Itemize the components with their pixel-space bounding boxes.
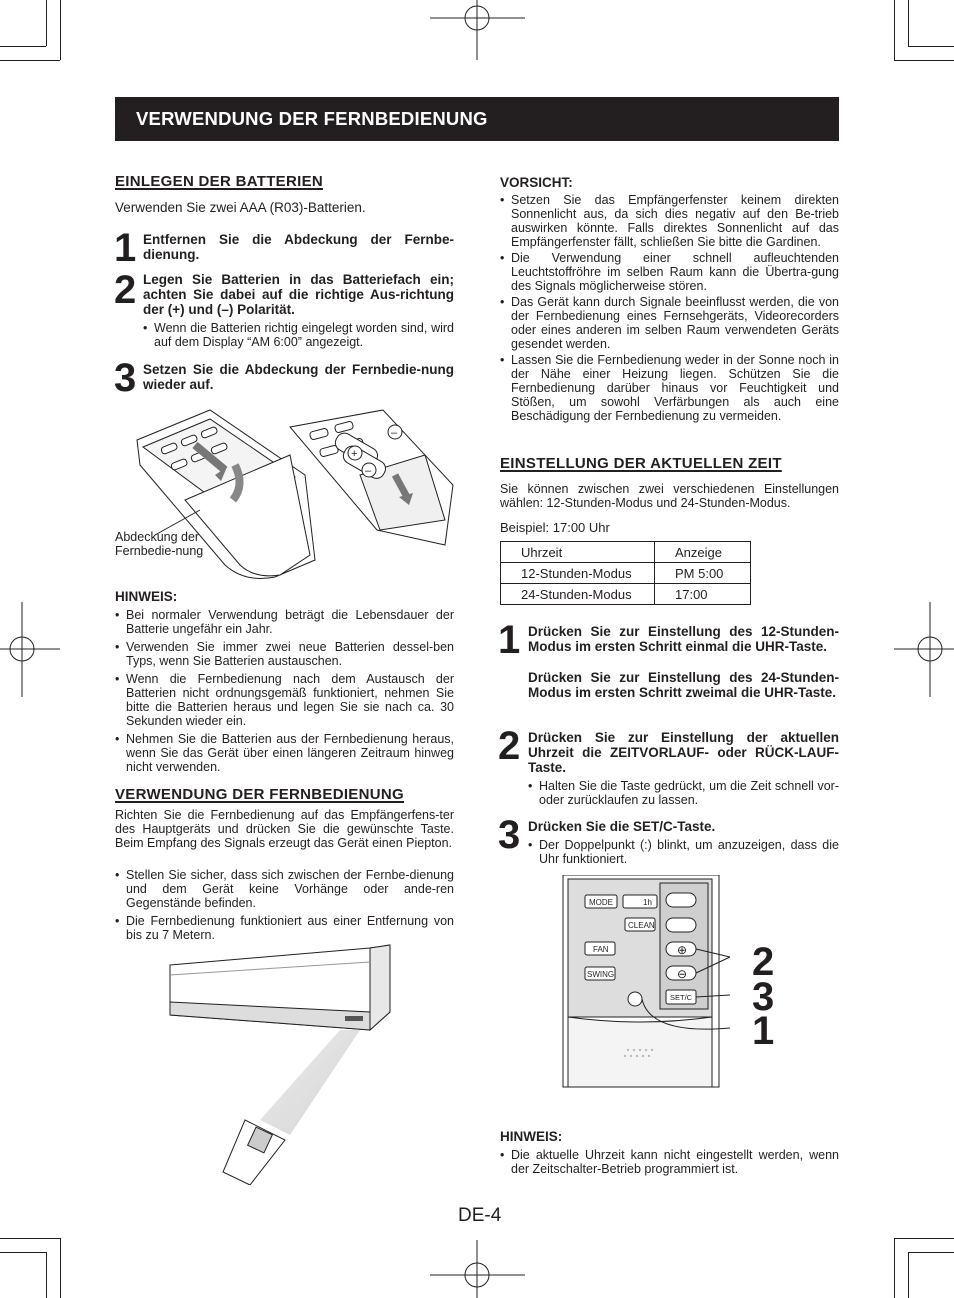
batteries-title: EINLEGEN DER BATTERIEN bbox=[115, 173, 324, 190]
clock-step-3-number: 3 bbox=[498, 813, 519, 857]
callout-2: 2 bbox=[752, 940, 773, 984]
clock-step-2-notes bbox=[528, 779, 839, 811]
table-header-cell: Anzeige bbox=[655, 542, 751, 563]
svg-text:+: + bbox=[351, 448, 358, 460]
clock-set-button[interactable] bbox=[628, 992, 642, 1006]
batteries-intro: Verwenden Sie zwei AAA (R03)-Batterien. bbox=[115, 200, 366, 215]
usage-list bbox=[115, 868, 454, 946]
battery-insertion-illustration bbox=[115, 405, 460, 585]
usage-item: • Stellen Sie sicher, dass sich zwischen der Fernbe-dienung und dem Gerät keine Vorhänge oder ande-ren Gegenstände befinden. bbox=[115, 868, 454, 910]
caution-title: VORSICHT: bbox=[500, 175, 573, 190]
table-cell: 24-Stunden-Modus bbox=[501, 584, 655, 605]
table-cell: PM 5:00 bbox=[655, 563, 751, 584]
table-cell: 12-Stunden-Modus bbox=[501, 563, 655, 584]
table-cell: 17:00 bbox=[655, 584, 751, 605]
clock-step-3-text: Drücken Sie die SET/C-Taste. bbox=[528, 819, 716, 834]
caution-item: • Setzen Sie das Empfängerfenster keinem direkten Sonnenlicht aus, da sich dies negativ auf den Be-trieb auswirken könnte. Falls direktes Sonnenlicht auf das Empfängerfenster fällt, schließen Sie bitte die Gardinen. bbox=[500, 193, 839, 249]
svg-text:–: – bbox=[365, 465, 372, 477]
registration-mark-top bbox=[430, 0, 525, 60]
timer-button-label: 1h bbox=[643, 898, 652, 907]
clock-step-3-note: • Der Doppelpunkt (:) blinkt, um anzuzeigen, dass die Uhr funktioniert. bbox=[528, 838, 839, 866]
battery-step-3-number: 3 bbox=[114, 356, 135, 400]
callout-3: 3 bbox=[752, 975, 773, 1019]
clock-step-1-text2: Drücken Sie zur Einstellung des 24-Stunden-Modus im ersten Schritt zweimal die UHR-Taste. bbox=[528, 670, 839, 700]
hinweis1-list bbox=[115, 608, 454, 778]
caution-item: • Lassen Sie die Fernbedienung weder in der Sonne noch in der Nähe einer Heizung liegen. Schützen Sie die Fernbedienung darüber hinaus vor Feuchtigkeit und Stößen, um sowohl Verfärbungen als auch eine Beschädigung der Fernbedienung zu vermeiden. bbox=[500, 353, 839, 423]
hinweis2-title: HINWEIS: bbox=[500, 1129, 563, 1144]
battery-step-1-number: 1 bbox=[114, 226, 135, 270]
caution-item: • Die Verwendung einer schnell aufleuchtenden Leuchtstoffröhre im selben Raum kann die Übertra-gung des Signals möglicherweise stören. bbox=[500, 251, 839, 293]
fan-button-label: FAN bbox=[593, 945, 609, 954]
hinweis2-item: • Die aktuelle Uhrzeit kann nicht eingestellt werden, wenn der Zeitschalter-Betrieb programmiert ist. bbox=[500, 1148, 839, 1176]
registration-mark-right bbox=[894, 602, 954, 697]
clock-button[interactable] bbox=[666, 893, 696, 907]
caution-item: • Das Gerät kann durch Signale beeinflusst werden, die von der Fernbedienung eines Fernsehgeräts, Videorecorders oder eines anderen im selben Raum verwendeten Geräts gesendet werden. bbox=[500, 295, 839, 351]
svg-text:–: – bbox=[391, 427, 398, 439]
hinweis1-item: • Verwenden Sie immer zwei neue Batterien dessel-ben Typs, wenn Sie Batterien austauschen. bbox=[115, 640, 454, 668]
battery-step-3-text: Setzen Sie die Abdeckung der Fernbedie-nung wieder auf. bbox=[143, 362, 454, 392]
swing-button-label: SWING bbox=[587, 970, 615, 979]
clock-step-2-note: • Halten Sie die Taste gedrückt, um die Zeit schnell vor- oder zurücklaufen zu lassen. bbox=[528, 779, 839, 807]
battery-step-2-note: • Wenn die Batterien richtig eingelegt worden sind, wird auf dem Display “AM 6:00” angezeigt. bbox=[143, 321, 454, 349]
set-c-button-label: SET/C bbox=[670, 993, 693, 1002]
clock-step-1-number: 1 bbox=[498, 618, 519, 662]
mode-button-label: MODE bbox=[589, 898, 613, 907]
table-header-row bbox=[501, 542, 751, 563]
section-header bbox=[115, 97, 839, 141]
hinweis1-item: • Nehmen Sie die Batterien aus der Fernbedienung heraus, wenn Sie das Gerät über einen längeren Zeitraum hinweg nicht verwenden. bbox=[115, 732, 454, 774]
battery-step-1-text: Entfernen Sie die Abdeckung der Fernbe-dienung. bbox=[143, 232, 454, 262]
registration-mark-bottom bbox=[430, 1240, 525, 1298]
timer-off-button[interactable] bbox=[666, 918, 696, 932]
battery-step-2-text: Legen Sie Batterien in das Batteriefach ein; achten Sie dabei auf die richtige Aus-richtung der (+) und (–) Polarität. bbox=[143, 272, 454, 317]
page-number: DE-4 bbox=[458, 1205, 502, 1226]
plus-icon: ⊕ bbox=[677, 943, 688, 957]
hinweis1-title: HINWEIS: bbox=[115, 589, 178, 604]
hinweis2-list bbox=[500, 1148, 839, 1180]
clock-title: EINSTELLUNG DER AKTUELLEN ZEIT bbox=[500, 455, 782, 472]
table-row bbox=[501, 584, 751, 605]
cover-label: Abdeckung der Fernbedie-nung bbox=[115, 530, 204, 558]
clock-step-3-notes bbox=[528, 838, 839, 870]
clock-mode-table bbox=[500, 541, 751, 605]
clock-intro: Sie können zwischen zwei verschiedenen Einstellungen wählen: 12-Stunden-Modus und 24-Stunden-Modus. bbox=[500, 482, 839, 510]
callout-1: 1 bbox=[752, 1009, 773, 1053]
usage-title: VERWENDUNG DER FERNBEDIENUNG bbox=[115, 786, 404, 803]
table-header-cell: Uhrzeit bbox=[501, 542, 655, 563]
clock-example: Beispiel: 17:00 Uhr bbox=[500, 520, 610, 535]
battery-step-2-notes bbox=[143, 321, 454, 353]
registration-mark-left bbox=[0, 602, 60, 697]
clock-step-2-text: Drücken Sie zur Einstellung der aktuellen Uhrzeit die ZEITVORLAUF- oder RÜCK-LAUF-Taste. bbox=[528, 730, 839, 775]
ac-unit-illustration bbox=[165, 940, 395, 1185]
usage-item: • Die Fernbedienung funktioniert aus einer Entfernung von bis zu 7 Metern. bbox=[115, 914, 454, 942]
clock-step-1-text: Drücken Sie zur Einstellung des 12-Stunden-Modus im ersten Schritt einmal die UHR-Taste. bbox=[528, 624, 839, 654]
table-row bbox=[501, 563, 751, 584]
hinweis1-item: • Bei normaler Verwendung beträgt die Lebensdauer der Batterie ungefähr ein Jahr. bbox=[115, 608, 454, 636]
usage-intro: Richten Sie die Fernbedienung auf das Empfängerfens-ter des Hauptgeräts und drücken Sie die gewünschte Taste. Beim Empfang des Signals erzeugt das Gerät einen Piepton. bbox=[115, 808, 454, 850]
battery-step-2-number: 2 bbox=[114, 268, 135, 312]
header-title: VERWENDUNG DER FERNBEDIENUNG bbox=[136, 108, 488, 129]
hinweis1-item: • Wenn die Fernbedienung nach dem Austausch der Batterien nicht ordnungsgemäß funktioniert, nehmen Sie bitte die Batterien heraus und legen Sie sie nach ca. 30 Sekunden wieder ein. bbox=[115, 672, 454, 728]
minus-icon: ⊖ bbox=[677, 967, 688, 981]
caution-list bbox=[500, 193, 839, 427]
clean-button-label: CLEAN bbox=[628, 921, 655, 930]
clock-step-2-number: 2 bbox=[498, 724, 519, 768]
